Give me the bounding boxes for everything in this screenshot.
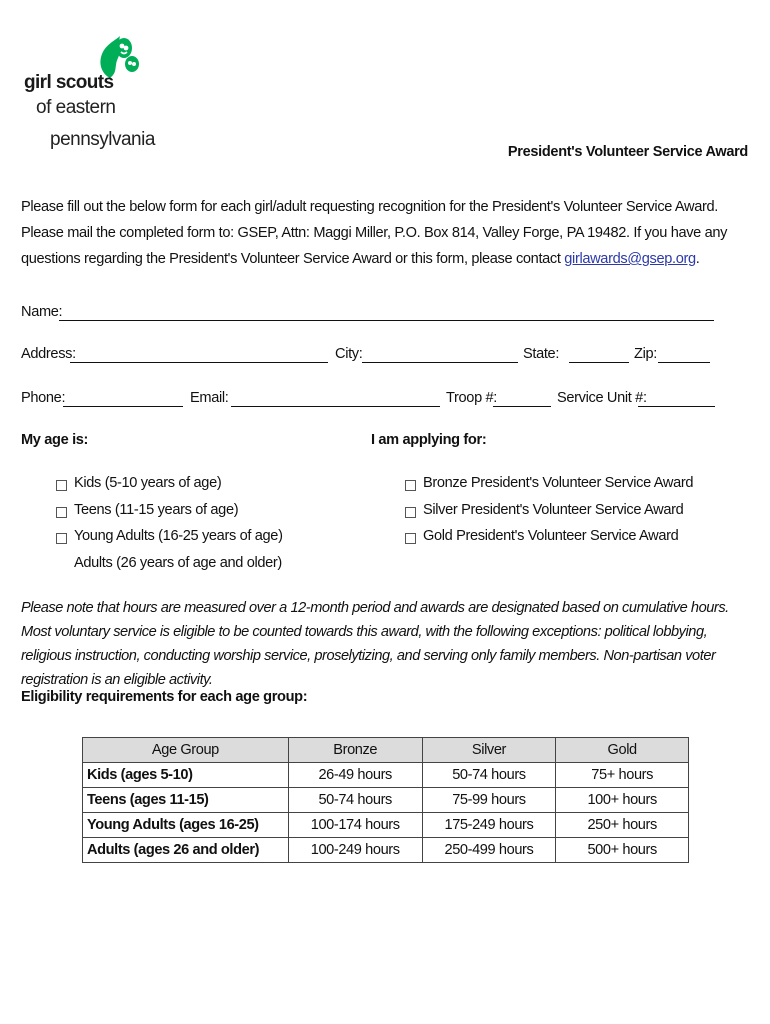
- row-silver: 75-99 hours: [422, 788, 556, 813]
- email-field[interactable]: [231, 406, 440, 407]
- city-label: City:: [335, 346, 363, 362]
- name-label: Name:: [21, 304, 63, 320]
- zip-label: Zip:: [634, 346, 657, 362]
- row-gold: 500+ hours: [556, 838, 689, 863]
- age-teens-checkbox[interactable]: [56, 507, 67, 518]
- row-bronze: 100-174 hours: [288, 813, 422, 838]
- row-age-group: Adults (ages 26 and older): [83, 838, 289, 863]
- eligibility-table: [82, 737, 689, 863]
- gsep-logo: [22, 34, 222, 164]
- name-field[interactable]: [59, 320, 714, 321]
- age-kids-checkbox[interactable]: [56, 480, 67, 491]
- troop-field[interactable]: [493, 406, 551, 407]
- hours-note: Please note that hours are measured over a 12-month period and awards are designated based on cumulative hours. Most voluntary service is eligible to be counted towards this award, with the following exceptions: political lobbying, religious instruction, conducting worship service, proselytizing, and serving only family members. Non-partisan voter registration is an eligible activity.: [21, 600, 729, 688]
- gold-checkbox[interactable]: [405, 533, 416, 544]
- row-age-group: Teens (ages 11-15): [83, 788, 289, 813]
- age-kids-label: Kids (5-10 years of age): [74, 475, 222, 491]
- table-header-row: [83, 738, 689, 763]
- table-row: [83, 838, 689, 863]
- service-unit-label: Service Unit #:: [557, 390, 647, 406]
- email-label: Email:: [190, 390, 229, 406]
- contact-email-link[interactable]: girlawards@gsep.org: [564, 251, 696, 267]
- header-age-group: Age Group: [83, 738, 289, 763]
- intro-text: Please fill out the below form for each girl/adult requesting recognition for the President's Volunteer Service Award. Please mail the completed form to: GSEP, Attn: Maggi Miller, P.O. Box 814, Valley Forge, PA 19482. If you have any questions regarding the President's Volunteer Service Award or this form, please contact: [21, 199, 728, 267]
- row-gold: 250+ hours: [556, 813, 689, 838]
- table-row: [83, 763, 689, 788]
- row-bronze: 100-249 hours: [288, 838, 422, 863]
- zip-field[interactable]: [658, 362, 710, 363]
- bronze-label: Bronze President's Volunteer Service Award: [423, 475, 694, 491]
- bronze-checkbox[interactable]: [405, 480, 416, 491]
- intro-end: .: [695, 251, 700, 267]
- address-field[interactable]: [70, 362, 328, 363]
- age-teens-label: Teens (11-15 years of age): [74, 502, 239, 518]
- logo-line-1: of eastern: [36, 97, 116, 118]
- apply-heading: I am applying for:: [371, 432, 487, 448]
- age-young-adults-checkbox[interactable]: [56, 533, 67, 544]
- logo-line-2: pennsylvania: [50, 129, 155, 150]
- phone-row: [21, 390, 721, 410]
- gold-label: Gold President's Volunteer Service Award: [423, 528, 679, 544]
- address-label: Address:: [21, 346, 76, 362]
- table-row: [83, 788, 689, 813]
- city-field[interactable]: [362, 362, 518, 363]
- award-title: President's Volunteer Service Award: [507, 144, 748, 160]
- row-bronze: 26-49 hours: [288, 763, 422, 788]
- silver-label: Silver President's Volunteer Service Award: [423, 502, 684, 518]
- service-unit-field[interactable]: [638, 406, 715, 407]
- row-age-group: Kids (ages 5-10): [83, 763, 289, 788]
- name-row: [21, 304, 721, 324]
- table-row: [83, 813, 689, 838]
- state-field[interactable]: [569, 362, 629, 363]
- header-gold: Gold: [556, 738, 689, 763]
- troop-label: Troop #:: [446, 390, 498, 406]
- row-gold: 75+ hours: [556, 763, 689, 788]
- header-silver: Silver: [422, 738, 556, 763]
- silver-checkbox[interactable]: [405, 507, 416, 518]
- age-young-adults-label: Young Adults (16-25 years of age): [74, 528, 283, 544]
- row-silver: 50-74 hours: [422, 763, 556, 788]
- phone-label: Phone:: [21, 390, 66, 406]
- address-row: [21, 346, 721, 366]
- logo-brand: girl scouts: [24, 72, 114, 93]
- state-label: State:: [523, 346, 560, 362]
- phone-field[interactable]: [63, 406, 183, 407]
- row-age-group: Young Adults (ages 16-25): [83, 813, 289, 838]
- row-gold: 100+ hours: [556, 788, 689, 813]
- row-bronze: 50-74 hours: [288, 788, 422, 813]
- row-silver: 250-499 hours: [422, 838, 556, 863]
- age-heading: My age is:: [21, 432, 89, 448]
- header-bronze: Bronze: [288, 738, 422, 763]
- eligibility-heading: Eligibility requirements for each age group:: [21, 689, 308, 705]
- intro-paragraph: [21, 194, 741, 272]
- row-silver: 175-249 hours: [422, 813, 556, 838]
- age-adults-label[interactable]: Adults (26 years of age and older): [74, 555, 282, 571]
